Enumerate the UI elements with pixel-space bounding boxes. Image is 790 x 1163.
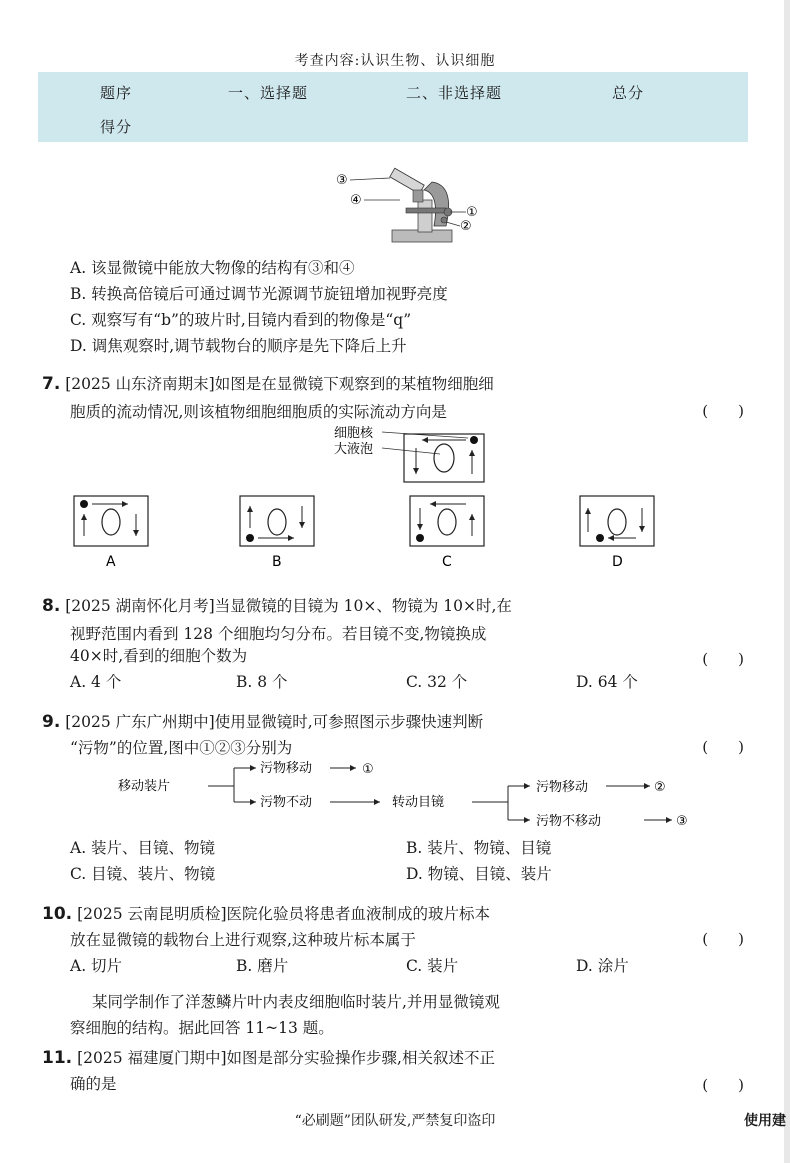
q7-option-d-figure: [576, 494, 666, 574]
flow-moved-1: 污物移动: [260, 761, 313, 776]
score-table: [38, 72, 748, 142]
score-col-order: 题序: [100, 84, 133, 102]
q7-option-b-figure: [236, 494, 326, 574]
q10-stem-line2: 放在显微镜的载物台上进行观察,这种玻片标本属于: [70, 931, 416, 949]
q8-option-c: C. 32 个: [406, 673, 468, 691]
q7-answer-paren: ( ): [702, 402, 744, 420]
q7-number: 7.: [42, 374, 61, 394]
q10-option-b: B. 磨片: [236, 957, 289, 975]
q7-label-nucleus: 细胞核: [334, 426, 374, 441]
q6-option-c: C. 观察写有“b”的玻片时,目镜内看到的物像是“q”: [70, 311, 412, 329]
q7-main-figure: [330, 424, 500, 488]
flow-result-2: ②: [654, 780, 666, 795]
fig6-label-3: ③: [336, 173, 348, 188]
q8-stem-line2: 视野范围内看到 128 个细胞均匀分布。若目镜不变,物镜换成: [70, 625, 487, 643]
q8-option-a: A. 4 个: [70, 673, 122, 691]
footer-copyright: “必刷题”团队研发,严禁复印盗印: [294, 1113, 496, 1129]
q9-number: 9.: [42, 712, 61, 732]
q9-option-c: C. 目镜、装片、物镜: [70, 865, 216, 883]
q7-option-b-label: B: [272, 554, 282, 570]
q7-option-a-label: A: [106, 554, 116, 570]
score-col-total: 总分: [612, 84, 645, 102]
microscope-figure: [320, 160, 500, 250]
q9-stem-line2: “污物”的位置,图中①②③分别为: [70, 739, 293, 757]
flow-turn-eyepiece: 转动目镜: [392, 795, 445, 810]
fig6-label-2: ②: [460, 219, 472, 234]
q7-label-vacuole: 大液泡: [334, 442, 374, 457]
page-edge: [784, 0, 790, 1163]
q11-answer-paren: ( ): [702, 1076, 744, 1094]
flow-result-3: ③: [676, 814, 688, 829]
flow-not-moved-2: 污物不移动: [536, 814, 602, 829]
q10-option-c: C. 装片: [406, 957, 459, 975]
q9-answer-paren: ( ): [702, 738, 744, 756]
q10-option-d: D. 涂片: [576, 957, 629, 975]
q7-option-d-label: D: [612, 554, 623, 570]
flow-moved-2: 污物移动: [536, 780, 589, 795]
intro-line1: 某同学制作了洋葱鳞片叶内表皮细胞临时装片,并用显微镜观: [92, 993, 500, 1011]
fig6-label-1: ①: [466, 205, 478, 220]
score-row-score: 得分: [100, 118, 133, 136]
content-header: 考查内容:认识生物、认识细胞: [294, 53, 496, 69]
q7-stem-line1: 7. [2025 山东济南期末]如图是在显微镜下观察到的某植物细胞细: [42, 374, 494, 394]
footer-right-text: 使用建: [744, 1113, 786, 1129]
q6-option-d: D. 调焦观察时,调节载物台的顺序是先下降后上升: [70, 337, 407, 355]
q9-option-a: A. 装片、目镜、物镜: [70, 839, 216, 857]
q8-option-d: D. 64 个: [576, 673, 638, 691]
q8-stem-line3: 40×时,看到的细胞个数为: [70, 647, 248, 665]
score-col-nonchoice: 二、非选择题: [406, 84, 503, 102]
flow-result-1: ①: [362, 762, 374, 777]
q10-number: 10.: [42, 904, 73, 924]
q10-stem-line1: 10. [2025 云南昆明质检]医院化验员将患者血液制成的玻片标本: [42, 904, 491, 924]
q8-number: 8.: [42, 596, 61, 616]
q7-option-c-label: C: [442, 554, 452, 570]
q7-option-a-figure: [70, 494, 160, 574]
q9-option-b: B. 装片、物镜、目镜: [406, 839, 552, 857]
q8-answer-paren: ( ): [702, 650, 744, 668]
q10-answer-paren: ( ): [702, 930, 744, 948]
intro-line2: 察细胞的结构。据此回答 11~13 题。: [70, 1019, 334, 1037]
q11-stem-line2: 确的是: [70, 1075, 117, 1093]
q9-option-d: D. 物镜、目镜、装片: [406, 865, 552, 883]
q6-option-a: A. 该显微镜中能放大物像的结构有③和④: [70, 259, 355, 277]
microscope-icon: [390, 168, 452, 242]
q9-stem-line1: 9. [2025 广东广州期中]使用显微镜时,可参照图示步骤快速判断: [42, 712, 484, 732]
q7-stem-line2: 胞质的流动情况,则该植物细胞细胞质的实际流动方向是: [70, 403, 447, 421]
fig6-label-4: ④: [350, 193, 362, 208]
q8-stem-line1: 8. [2025 湖南怀化月考]当显微镜的目镜为 10×、物镜为 10×时,在: [42, 596, 512, 616]
q9-flowchart: [110, 756, 710, 836]
q7-option-c-figure: [406, 494, 496, 574]
q6-option-b: B. 转换高倍镜后可通过调节光源调节旋钮增加视野亮度: [70, 285, 448, 303]
q11-stem-line1: 11. [2025 福建厦门期中]如图是部分实验操作步骤,相关叙述不正: [42, 1048, 495, 1068]
flow-start: 移动装片: [118, 779, 171, 794]
q10-option-a: A. 切片: [70, 957, 123, 975]
q11-number: 11.: [42, 1048, 73, 1068]
flow-not-moved: 污物不动: [260, 795, 313, 810]
q8-option-b: B. 8 个: [236, 673, 288, 691]
score-col-choice: 一、选择题: [228, 84, 309, 102]
